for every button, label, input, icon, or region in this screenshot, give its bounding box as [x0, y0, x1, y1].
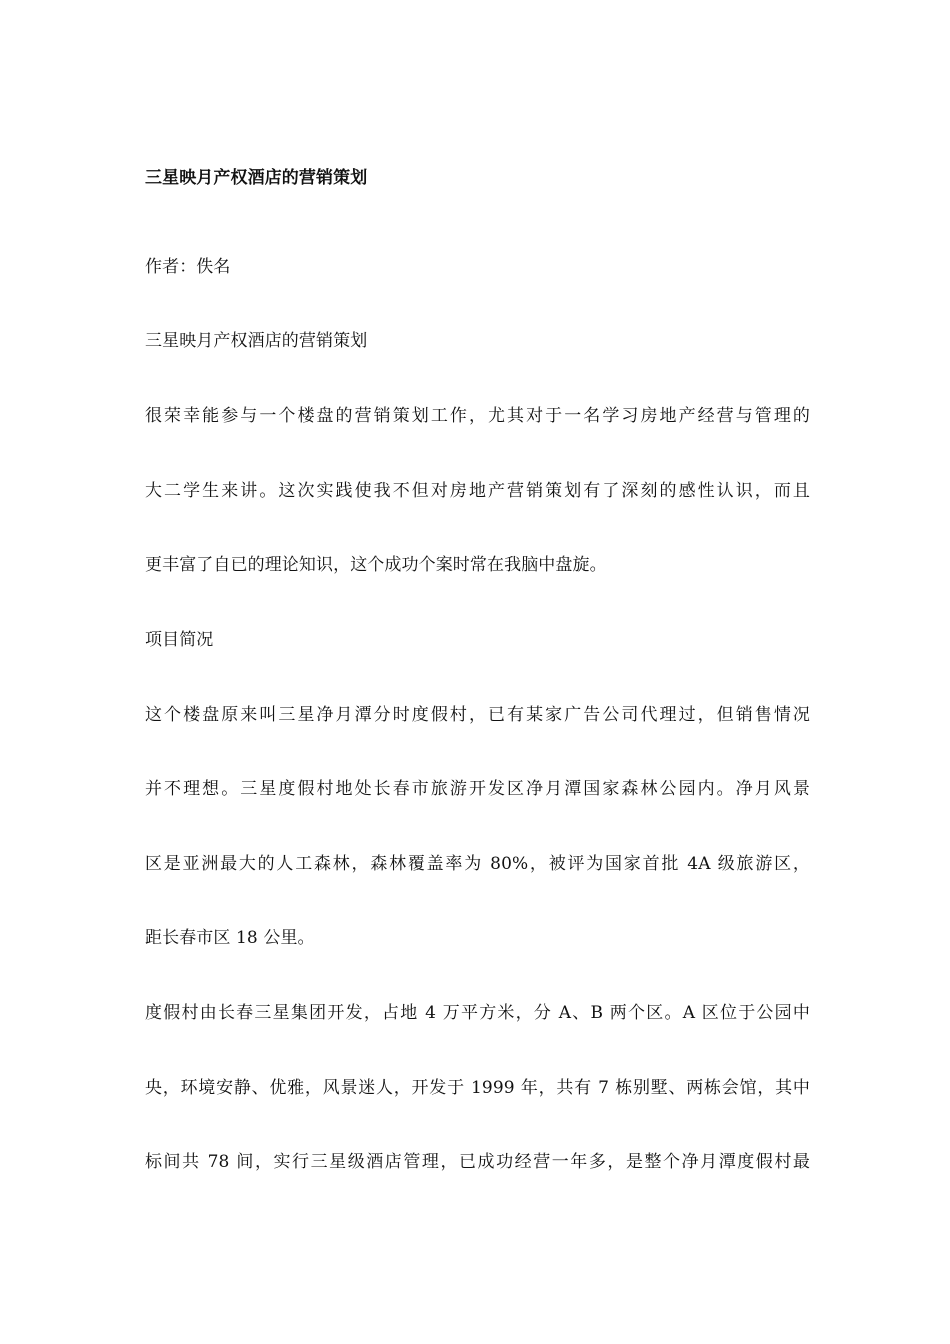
paragraph-line: 央，环境安静、优雅，风景迷人，开发于 1999 年，共有 7 栋别墅、两栋会馆，其中 [145, 1078, 810, 1098]
paragraph-line: 距长春市区 18 公里。 [145, 928, 315, 948]
paragraph-line: 标间共 78 间，实行三星级酒店管理，已成功经营一年多，是整个净月潭度假村最 [145, 1152, 810, 1172]
paragraph-line: 很荣幸能参与一个楼盘的营销策划工作，尤其对于一名学习房地产经营与管理的 [145, 406, 810, 426]
subtitle: 三星映月产权酒店的营销策划 [145, 331, 368, 351]
paragraph-line: 更丰富了自已的理论知识，这个成功个案时常在我脑中盘旋。 [145, 555, 607, 575]
paragraph-line: 度假村由长春三星集团开发，占地 4 万平方米，分 A、B 两个区。A 区位于公园中 [145, 1003, 810, 1023]
paragraph-line: 这个楼盘原来叫三星净月潭分时度假村，已有某家广告公司代理过，但销售情况 [145, 705, 810, 725]
document-title: 三星映月产权酒店的营销策划 [145, 168, 368, 188]
paragraph-line: 并不理想。三星度假村地处长春市旅游开发区净月潭国家森林公园内。净月风景 [145, 779, 810, 799]
author-line: 作者：佚名 [145, 257, 231, 277]
section-heading: 项目简况 [145, 630, 214, 650]
paragraph-line: 区是亚洲最大的人工森林，森林覆盖率为 80%，被评为国家首批 4A 级旅游区， [145, 854, 810, 874]
paragraph-line: 大二学生来讲。这次实践使我不但对房地产营销策划有了深刻的感性认识，而且 [145, 481, 810, 501]
